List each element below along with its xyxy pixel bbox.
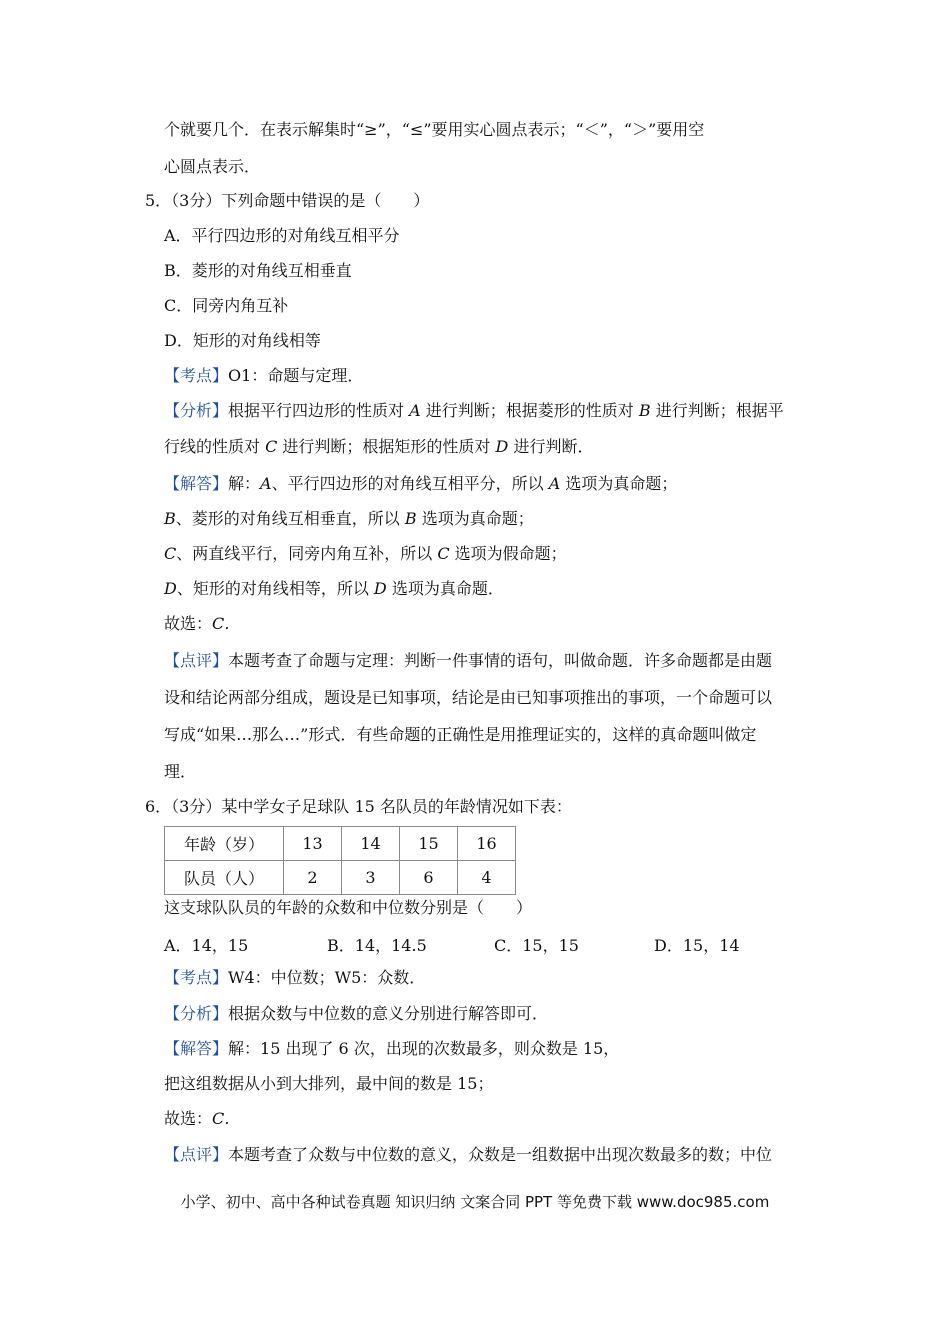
dianping-tag: 【点评】 — [164, 651, 229, 670]
var-a: A — [409, 401, 421, 420]
q5-option-b: B．菱形的对角线互相垂直 — [164, 261, 352, 280]
q6-answer — [164, 1109, 240, 1129]
q5-fenxi-line2 — [164, 437, 593, 457]
text: 、两直线平行，同旁内角互补，所以 — [176, 544, 438, 563]
text: 行线的性质对 — [164, 437, 266, 456]
q5-option-d: D．矩形的对角线相等 — [164, 331, 321, 350]
q6-fenxi — [164, 1004, 548, 1024]
text: W4：中位数；W5：众数． — [228, 968, 426, 987]
q6-option-b: B．14，14.5 — [327, 936, 427, 955]
text: 本题考查了命题与定理：判断一件事情的语句，叫做命题．许多命题都是由题 — [228, 651, 773, 670]
text: 进行判断． — [508, 437, 594, 456]
text: 故选： — [164, 1109, 213, 1128]
page-footer: 小学、初中、高中各种试卷真题 知识归纳 文案合同 PPT 等免费下载 www.doc985.com — [180, 1193, 770, 1211]
jieda-tag: 【解答】 — [164, 474, 229, 493]
q5-jieda-line3 — [164, 544, 567, 564]
text-line: 把这组数据从小到大排列，最中间的数是 15； — [164, 1074, 494, 1093]
fenxi-tag: 【分析】 — [164, 401, 229, 420]
q5-dianping-line1 — [164, 651, 772, 671]
q5-jieda-line2 — [164, 509, 534, 529]
table-cell: 15 — [400, 827, 458, 861]
var-b: B — [164, 509, 176, 528]
text: 故选： — [164, 614, 213, 633]
q5-option-a: A．平行四边形的对角线互相平分 — [164, 226, 400, 245]
table-row — [165, 861, 516, 895]
q5-fenxi-line1 — [164, 401, 784, 421]
text: 根据众数与中位数的意义分别进行解答即可． — [228, 1004, 549, 1023]
var-c: C — [164, 544, 177, 563]
answer-letter: C． — [212, 614, 241, 633]
text: 、菱形的对角线互相垂直，所以 — [175, 509, 405, 528]
var-d: D — [495, 437, 509, 456]
var-a: A — [548, 474, 561, 493]
q5-jieda-line4 — [164, 579, 504, 599]
kaodian-tag: 【考点】 — [164, 968, 229, 987]
text: 选项为真命题． — [386, 579, 504, 598]
var-a: A — [260, 474, 272, 493]
q6-kaodian — [164, 968, 425, 988]
table-cell: 14 — [342, 827, 400, 861]
text-line: 理． — [164, 762, 197, 781]
q6-question: 这支球队队员的年龄的众数和中位数分别是（ ） — [164, 898, 533, 917]
text: 、平行四边形的对角线互相平分，所以 — [271, 474, 549, 493]
kaodian-tag: 【考点】 — [164, 366, 229, 385]
text-line: 个就要几个．在表示解集时“≥”，“≤”要用实心圆点表示；“＜”，“＞”要用空 — [164, 120, 705, 139]
table-header-cell: 年龄（岁） — [165, 827, 284, 861]
table-cell: 2 — [284, 861, 342, 895]
text-line: 心圆点表示． — [164, 157, 261, 176]
question-5-stem: 5．（3分）下列命题中错误的是（ ） — [145, 191, 430, 210]
table-cell: 16 — [458, 827, 516, 861]
text: 进行判断；根据平 — [650, 401, 784, 420]
jieda-tag: 【解答】 — [164, 1039, 229, 1058]
q6-option-a: A．14，15 — [164, 936, 249, 955]
q6-jieda-line1 — [164, 1039, 619, 1059]
q5-kaodian — [164, 366, 363, 386]
table-row — [165, 827, 516, 861]
fenxi-tag: 【分析】 — [164, 1004, 229, 1023]
table-cell: 3 — [342, 861, 400, 895]
var-b: B — [404, 509, 417, 528]
var-d: D — [164, 579, 177, 598]
table-cell: 13 — [284, 827, 342, 861]
dianping-tag: 【点评】 — [164, 1145, 229, 1164]
text-line: 写成“如果…那么…”形式．有些命题的正确性是用推理证实的，这样的真命题叫做定 — [164, 725, 757, 744]
text-line: 设和结论两部分组成，题设是已知事项，结论是由已知事项推出的事项，一个命题可以 — [164, 688, 773, 707]
q5-option-c: C．同旁内角互补 — [164, 296, 289, 315]
table-cell: 4 — [458, 861, 516, 895]
text: 本题考查了众数与中位数的意义，众数是一组数据中出现次数最多的数；中位 — [228, 1145, 773, 1164]
kaodian-text: O1：命题与定理． — [228, 366, 364, 385]
table-header-cell: 队员（人） — [165, 861, 284, 895]
q6-option-d: D．15，14 — [654, 936, 740, 955]
q5-jieda-line1 — [164, 474, 677, 494]
q5-answer — [164, 614, 240, 634]
age-table — [164, 826, 516, 895]
var-c: C — [265, 437, 278, 456]
text: 选项为假命题； — [449, 544, 567, 563]
answer-letter: C． — [212, 1109, 241, 1128]
text: 、矩形的对角线相等，所以 — [176, 579, 374, 598]
table-cell: 6 — [400, 861, 458, 895]
text: 进行判断；根据矩形的性质对 — [277, 437, 496, 456]
question-6-stem: 6．（3分）某中学女子足球队 15 名队员的年龄情况如下表： — [145, 797, 572, 816]
text: 根据平行四边形的性质对 — [228, 401, 410, 420]
var-c: C — [437, 544, 450, 563]
text: 解：15 出现了 6 次，出现的次数最多，则众数是 15， — [228, 1039, 620, 1058]
text: 解： — [228, 474, 261, 493]
var-d: D — [373, 579, 387, 598]
q6-dianping — [164, 1145, 772, 1165]
var-b: B — [638, 401, 651, 420]
text: 选项为真命题； — [416, 509, 534, 528]
q6-option-c: C．15，15 — [494, 936, 579, 955]
text: 进行判断；根据菱形的性质对 — [420, 401, 639, 420]
q6-options — [164, 933, 804, 953]
text: 选项为真命题； — [560, 474, 678, 493]
